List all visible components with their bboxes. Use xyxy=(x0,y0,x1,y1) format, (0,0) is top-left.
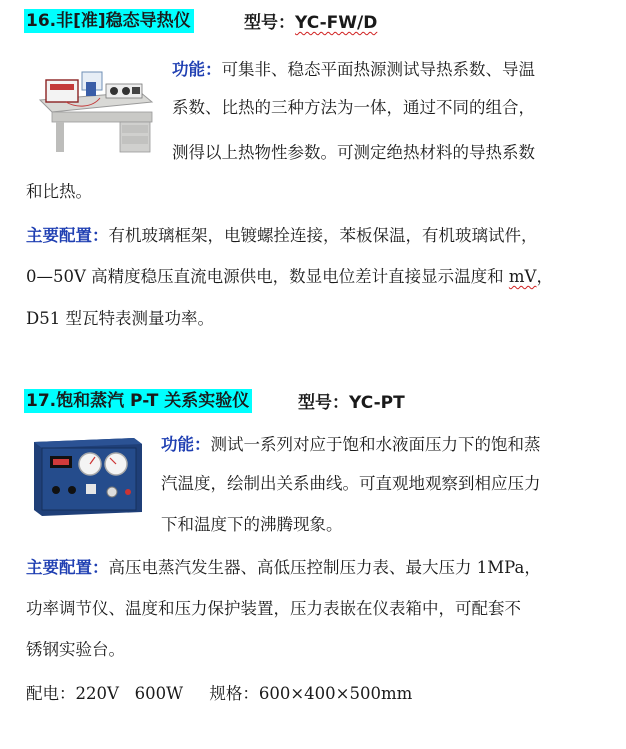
section17-function-line-2: 汽温度，绘制出关系曲线。可直观地观察到相应压力 xyxy=(161,474,541,493)
section16-config-line-1 xyxy=(26,225,538,247)
section16-function-line-1 xyxy=(172,59,535,81)
section16-config-text-2: 0—50V 高精度稳压直流电源供电，数显电位差计直接显示温度和 xyxy=(26,267,509,286)
section17-config-text-1: 高压电蒸汽发生器、高低压控制压力表、最大压力 1MPa， xyxy=(108,558,541,577)
section16-product-image xyxy=(36,62,154,154)
section16-title: 16.非[准]稳态导热仪 xyxy=(24,9,194,33)
section17-function-line-3: 下和温度下的沸腾现象。 xyxy=(161,515,343,534)
section16-config-label: 主要配置： xyxy=(26,226,109,245)
section16-config-line-3: D51 型瓦特表测量功率。 xyxy=(26,309,214,328)
section16-function-line-3: 测得以上热物性参数。可测定绝热材料的导热系数 xyxy=(172,143,535,162)
section17-title-row xyxy=(24,390,252,412)
section16-function-line-2: 系数、比热的三种方法为一体，通过不同的组合， xyxy=(172,98,535,117)
section16-function-label: 功能： xyxy=(172,60,222,79)
section17-model-label: 型号： xyxy=(298,393,349,413)
section16-model-value: YC-FW/D xyxy=(295,13,378,33)
section17-function-line-1 xyxy=(161,434,541,456)
section16-function-line-4: 和比热。 xyxy=(26,182,92,201)
section17-power-spec-line: 配电：220V 600W 规格：600×400×500mm xyxy=(26,684,413,703)
section16-function-text-1: 可集非、稳态平面热源测试导热系数、导温 xyxy=(221,60,535,79)
section17-model xyxy=(298,392,405,414)
section17-function-text-1: 测试一系列对应于饱和水液面压力下的饱和蒸 xyxy=(210,435,541,454)
section16-config-comma: ， xyxy=(536,267,553,286)
section16-config-text-1: 有机玻璃框架，电镀螺拴连接，苯板保温，有机玻璃试件， xyxy=(108,226,538,245)
section17-config-line-2: 功率调节仪、温度和压力保护装置，压力表嵌在仪表箱中，可配套不 xyxy=(26,599,521,618)
section17-config-line-1 xyxy=(26,557,541,579)
section17-product-image xyxy=(30,434,146,518)
section17-config-line-3: 锈钢实验台。 xyxy=(26,640,125,659)
section17-model-value: YC-PT xyxy=(349,393,405,413)
section17-title: 17.饱和蒸汽 P-T 关系实验仪 xyxy=(24,389,252,413)
section17-config-label: 主要配置： xyxy=(26,558,109,577)
section17-function-label: 功能： xyxy=(161,435,211,454)
section16-title-row xyxy=(24,10,194,32)
section16-config-unit-mv: mV xyxy=(508,267,537,286)
section16-model-label: 型号： xyxy=(244,13,295,33)
section16-config-line-2 xyxy=(26,266,553,288)
section16-model xyxy=(244,12,377,34)
